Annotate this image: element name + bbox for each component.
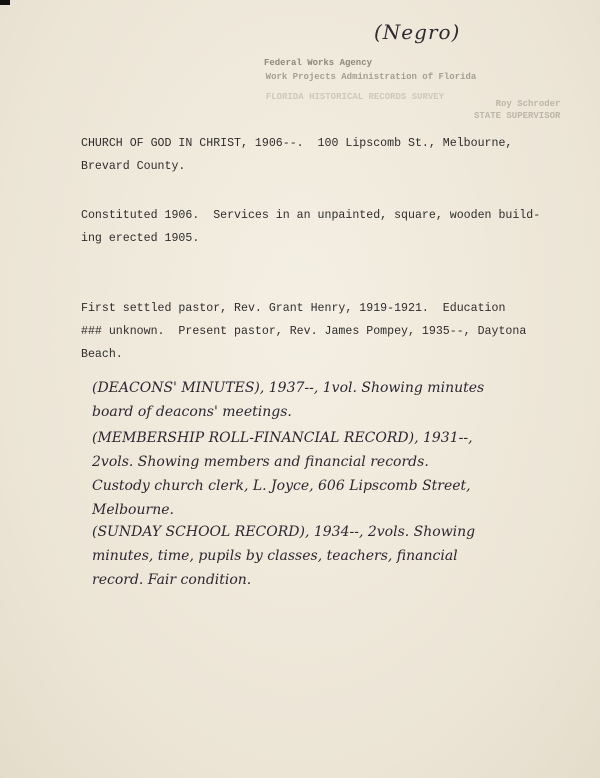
pastors-paragraph: First settled pastor, Rev. Grant Henry, 1919-1921. Education ### unknown. Present pastor, Rev. James Pompey, 1935--, Daytona Beach. [81,302,527,361]
deacons-minutes-note: (DEACONS' MINUTES), 1937--, 1vol. Showing minutes board of deacons' meetings. [92,380,485,420]
corner-mark [0,0,10,5]
signer-name: Roy Schroder [495,99,561,109]
negro-annotation: (Negro) [374,20,461,44]
constituted-paragraph: Constituted 1906. Services in an unpainted, square, wooden build- ing erected 1905. [81,209,541,245]
signer-title: STATE SUPERVISOR [474,111,561,121]
sunday-school-note: (SUNDAY SCHOOL RECORD), 1934--, 2vols. Showing minutes, time, pupils by classes, teachers, financial record. Fair condition. [92,524,476,588]
letterhead-line1: Federal Works Agency [263,58,373,68]
membership-record-note: (MEMBERSHIP ROLL-FINANCIAL RECORD), 1931--, 2vols. Showing members and financial records. Custody church clerk, L. Joyce, 606 Lipscomb Street, Melbourne. [92,430,473,518]
letterhead-signer [474,98,560,122]
letterhead-line2: Work Projects Administration of Florida [265,72,477,82]
church-title-paragraph: CHURCH OF GOD IN CHRIST, 1906--. 100 Lipscomb St., Melbourne, Brevard County. [81,137,513,173]
letterhead-line3: FLORIDA HISTORICAL RECORDS SURVEY [265,92,445,102]
